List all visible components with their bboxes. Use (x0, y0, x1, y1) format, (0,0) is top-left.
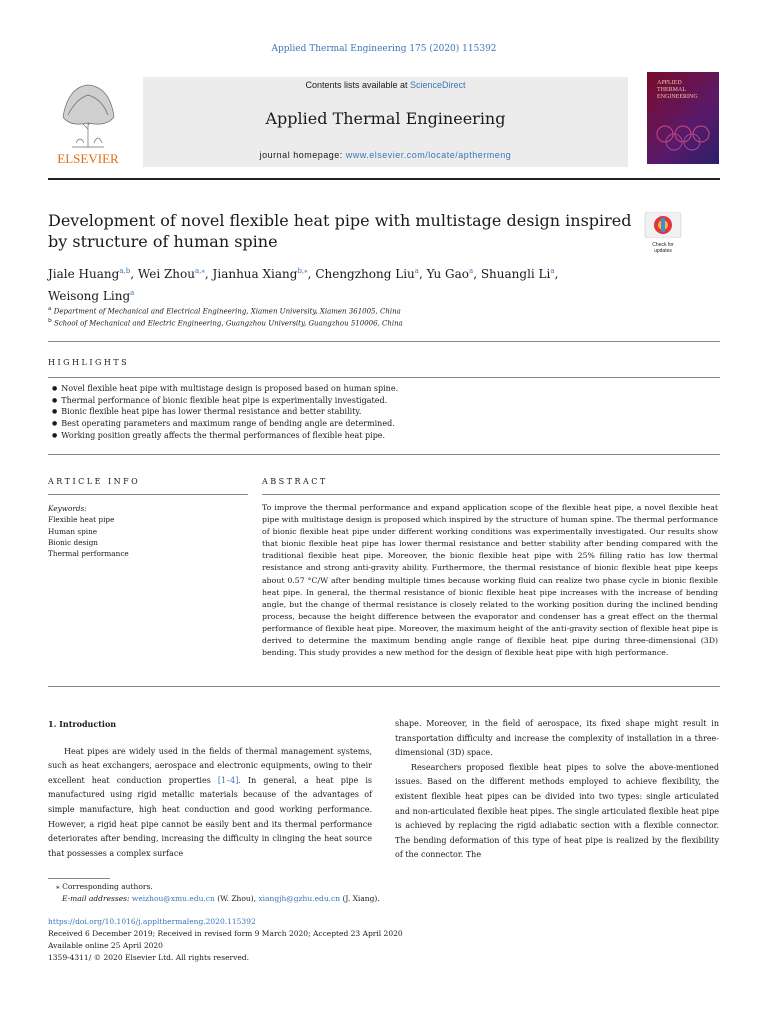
author[interactable] (138, 267, 213, 281)
affiliation-text: School of Mechanical and Electric Engineering, Guangzhou University, Guangzhou 510006, China (51, 319, 403, 328)
email-who: (W. Zhou), (214, 894, 259, 903)
author[interactable] (481, 267, 559, 281)
author-affiliation-sup[interactable]: a,b (119, 267, 131, 275)
email-who: (J. Xiang). (340, 894, 380, 903)
copyright-line: 1359-4311/ © 2020 Elsevier Ltd. All rights reserved. (48, 953, 249, 962)
body-left-column (48, 717, 372, 861)
highlight-item: ● Working position greatly affects the thermal performances of flexible heat pipe. (52, 430, 712, 442)
author-name: Weisong Ling (48, 289, 131, 303)
affiliation-sup: a (48, 306, 52, 312)
crossmark-badge[interactable] (643, 212, 683, 254)
highlights-heading: HIGHLIGHTS (48, 358, 130, 367)
cover-title: APPLIED THERMAL ENGINEERING (657, 80, 698, 100)
corresponding-note (56, 881, 656, 893)
highlight-item: ● Best operating parameters and maximum range of bending angle are determined. (52, 418, 712, 430)
paragraph-text: Heat pipes are widely used in the fields of thermal management systems, such as heat exchangers, aerospace and electronic equipments, owing to their excellent heat conduction properties (48, 746, 372, 785)
header-rule (48, 178, 720, 180)
affiliation-a (48, 306, 548, 315)
doi-link[interactable]: https://doi.org/10.1016/j.applthermaleng.2020.115392 (48, 917, 256, 926)
journal-banner (143, 77, 628, 167)
highlight-item: ● Bionic flexible heat pipe has lower thermal resistance and better stability. (52, 406, 712, 418)
article-info-rule (48, 494, 248, 495)
contents-line (143, 80, 628, 90)
crossmark-label: Check for updates (652, 242, 674, 254)
homepage-link[interactable]: www.elsevier.com/locate/apthermeng (345, 150, 512, 160)
abstract-text: To improve the thermal performance and expand application scope of the flexible heat pipe, a novel flexible heat pipe with multistage design is proposed which inspired by the structure of human spine. The thermal performance of bionic flexible heat pipe under different working conditions was experimentally investigated. Our results show that bionic flexible heat pipe has lower thermal resistance and better stability after bending compared with the traditional flexible heat pipe. Moreover, the bionic flexible heat pipe with 25% filling ratio has low thermal resistance and strong anti-gravity ability. Furthermore, the thermal resistance of bionic flexible heat pipe keeps about 0.57 °C/W after bending multiple times because working fluid can realize two phase cycle in bionic flexible heat pipe. In general, the thermal resistance of bionic flexible heat pipe increases with the increase of bending angle, but the change of thermal resistance is closely related to the working position during the inclined bending process, because the height difference between the evaporator and condenser has a great effect on the thermal performance of flexible heat pipe. Moreover, the maximum height of the anti-gravity section of flexible heat pipe is derived to determine the maximum bending angle range of flexible heat pipe during three-dimensional (3D) bending. This study provides a new method for the design of flexible heat pipe with high performance. (262, 503, 718, 658)
article-info-heading: ARTICLE INFO (48, 477, 141, 486)
highlights-rule-bottom (48, 454, 720, 455)
cover-pattern-icon (647, 72, 719, 164)
highlight-item: ● Thermal performance of bionic flexible heat pipe is experimentally investigated. (52, 395, 712, 407)
author[interactable] (48, 289, 134, 303)
abstract-rule (262, 494, 720, 495)
author-separator: , (130, 267, 138, 281)
received-dates: Received 6 December 2019; Received in revised form 9 March 2020; Accepted 23 April 2020 (48, 929, 403, 938)
author-name: Jianhua Xiang (212, 267, 298, 281)
affiliation-text: Department of Mechanical and Electrical Engineering, Xiamen University, Xiamen 361005, China (51, 307, 401, 316)
journal-cover-thumbnail[interactable] (647, 72, 719, 164)
abstract-heading: ABSTRACT (262, 477, 328, 486)
affiliation-rule (48, 341, 720, 342)
highlights-list (52, 383, 712, 442)
author-list (48, 262, 608, 306)
author[interactable] (427, 267, 481, 281)
body-paragraph: Researchers proposed flexible heat pipes to solve the above-mentioned issues. Based on the different methods employed to achieve flexibility, the existent flexible heat pipes can be divided into two types: single articulated and non-articulated flexible heat pipes. The single articulated flexible heat pipe is achieved by replacing the rigid adiabatic section with a flexible connector. The bending deformation of this type of heat pipe is realized by the flexibility of the connector. The (395, 762, 719, 860)
author-name: Wei Zhou (137, 267, 195, 281)
affiliation-sup: b (48, 318, 52, 324)
contents-prefix: Contents lists available at (305, 80, 411, 90)
email-label: E-mail addresses: (62, 894, 132, 903)
author-separator: , (307, 267, 316, 281)
highlights-rule-top (48, 377, 720, 378)
author-separator: , (418, 267, 427, 281)
author-affiliation-sup[interactable]: a (130, 289, 135, 297)
affiliation-b (48, 318, 548, 327)
homepage-line (143, 150, 628, 160)
section-heading: 1. Introduction (48, 719, 117, 729)
keyword-item: Human spine (48, 526, 98, 536)
author-name: Jiale Huang (48, 267, 120, 281)
author-affiliation-sup[interactable]: a (550, 267, 555, 275)
author-name: Shuangli Li (480, 267, 551, 281)
crossmark-icon (643, 212, 683, 238)
body-paragraph (48, 745, 372, 862)
journal-citation-link[interactable]: Applied Thermal Engineering 175 (2020) 115392 (271, 44, 497, 54)
author-separator: , (554, 267, 559, 281)
keyword-item: Bionic design (48, 537, 98, 547)
asterisk: ⁎ (56, 882, 63, 891)
keywords-label: Keywords: (48, 504, 87, 513)
author-affiliation-sup[interactable]: a (469, 267, 474, 275)
author-affiliation-sup[interactable]: a (414, 267, 419, 275)
keyword-item: Flexible heat pipe (48, 515, 115, 525)
author[interactable] (315, 267, 426, 281)
sciencedirect-link[interactable]: ScienceDirect (410, 80, 466, 90)
body-right-column (395, 717, 719, 863)
elsevier-logo (48, 77, 128, 167)
author-affiliation-sup[interactable]: b,⁎ (297, 267, 308, 275)
reference-link[interactable]: [1–4] (217, 775, 239, 785)
body-paragraph: shape. Moreover, in the field of aerospace, its fixed shape might result in transportation difficulty and increase the complexity of installation in a three-dimensional (3D) space. (395, 719, 719, 758)
homepage-prefix: journal homepage: (259, 150, 346, 160)
elsevier-tree-icon (48, 77, 128, 167)
footnote-rule (48, 878, 110, 879)
email-link-zhou[interactable]: weizhou@xmu.edu.cn (131, 894, 215, 903)
author-separator: , (473, 267, 481, 281)
author[interactable] (48, 267, 138, 281)
author-separator: , (204, 267, 213, 281)
available-online: Available online 25 April 2020 (48, 941, 163, 950)
abstract-rule-bottom (48, 686, 720, 687)
email-link-xiang[interactable]: xiangjh@gzhu.edu.cn (258, 894, 341, 903)
author[interactable] (213, 267, 316, 281)
author-affiliation-sup[interactable]: a,⁎ (195, 267, 205, 275)
journal-name: Applied Thermal Engineering (265, 109, 506, 128)
keywords-block (48, 503, 228, 559)
paragraph-text: . In general, a heat pipe is manufactured using rigid metallic materials because of the advantages of simple manufacture, high heat conduction and good working performance. However, a rigid heat pipe cannot be easily bent and its thermal performance deteriorates after bending, increasing the difficulty in clinging the heat source that possesses a complex surface (48, 775, 372, 858)
keyword-item: Thermal performance (48, 549, 129, 559)
author-name: Chengzhong Liu (315, 267, 415, 281)
article-title: Development of novel flexible heat pipe with multistage design inspired by structure of human spine (48, 211, 632, 251)
author-name: Yu Gao (426, 267, 469, 281)
email-line (62, 893, 662, 905)
highlight-item: ● Novel flexible heat pipe with multistage design is proposed based on human spine. (52, 383, 712, 395)
publisher-name: ELSEVIER (57, 151, 119, 166)
corresponding-text: Corresponding authors. (62, 882, 153, 891)
